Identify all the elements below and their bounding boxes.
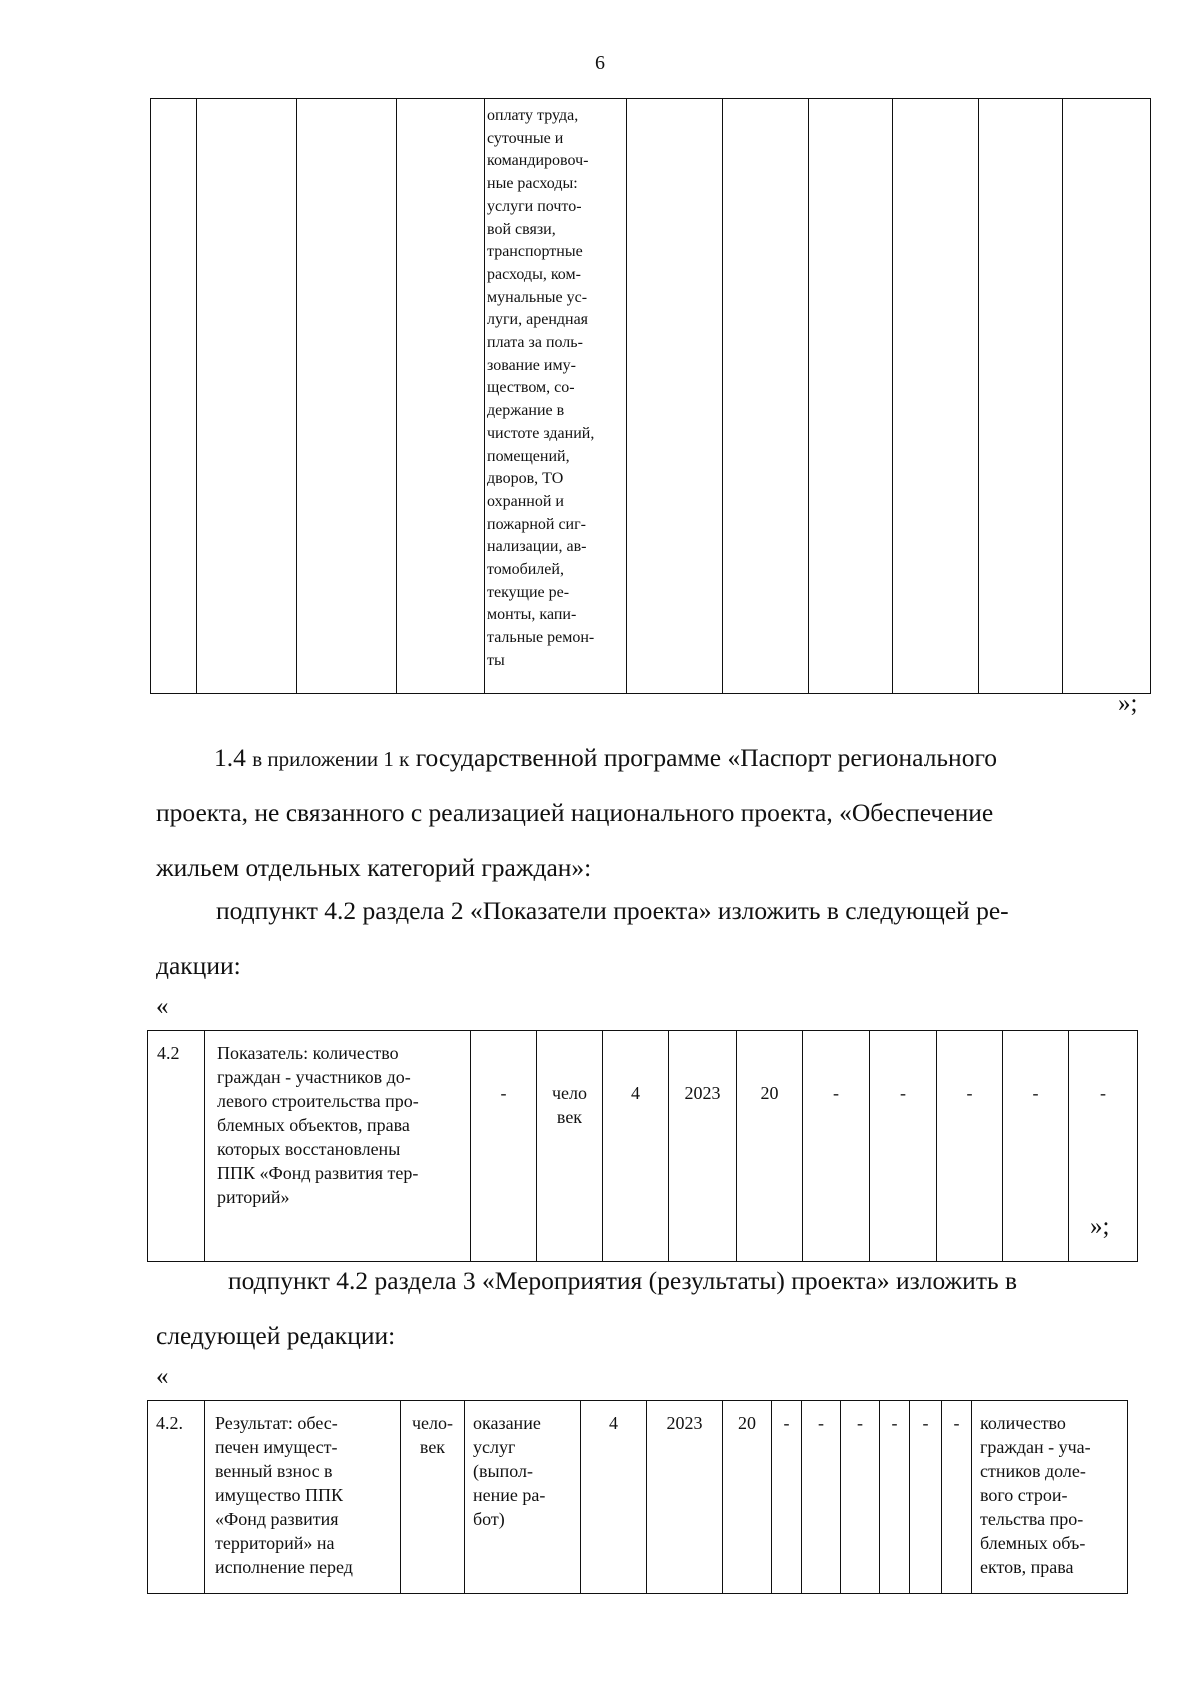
cell-line: риторий» [217,1187,290,1207]
paragraph-line: подпункт 4.2 раздела 3 «Мероприятия (результаты) проекта» изложить в [228,1266,1018,1295]
year-cell: 2023 [669,1031,737,1262]
cell-line: печен имущест- [215,1437,338,1457]
cell-line: исполнение перед [215,1557,353,1577]
table-cell: - [910,1401,942,1594]
table-cell: - [802,1401,841,1594]
paragraph-line: дакции: [156,951,241,980]
table-cell [723,99,809,694]
cell-line: охранной и [487,492,564,510]
cell-line: нение ра- [473,1485,546,1505]
cell-line: блемных объ- [980,1533,1086,1553]
cell-line: блемных объектов, права [217,1115,410,1135]
cell-line: чело- [411,1413,454,1433]
paragraph-line: проекта, не связанного с реализацией национального проекта, «Обеспечение [156,798,994,827]
cell-line: томобилей, [487,561,564,579]
cell-line: имущество ППК [215,1485,344,1505]
cell-line: расходы, ком- [487,265,581,283]
result-type-cell [465,1401,581,1594]
cell-line: вого строи- [980,1485,1068,1505]
paragraph-line: жильем отдельных категорий граждан»: [156,853,592,882]
table-cell: - [937,1031,1003,1262]
cell-line: (выпол- [473,1461,533,1481]
cell-line: стников доле- [980,1461,1086,1481]
cell-line: транспортные [487,243,583,261]
cell-line: тельства про- [980,1509,1084,1529]
cell-line: оплату труда, [487,107,579,124]
closing-quote: »; [1090,1213,1110,1240]
cell-line: дворов, ТО [487,470,564,488]
clause-intro: в приложении 1 к [252,747,410,771]
paragraph-line [214,730,1142,787]
table-cell [1063,99,1151,694]
table-cell: - [1069,1031,1138,1262]
table-cell [893,99,979,694]
table-cell [297,99,397,694]
cell-line: ППК «Фонд развития тер- [217,1163,419,1183]
cell-line: ществом, со- [487,379,575,397]
cell-line: Результат: обес- [215,1413,338,1433]
cell-line: количество [980,1413,1066,1433]
cell-line: оказание [473,1413,541,1433]
cell-line: монты, капи- [487,606,577,624]
cell-line: командировоч- [487,152,589,170]
table-cell: - [803,1031,870,1262]
cell-line: ектов, права [980,1557,1074,1577]
indicator-name [205,1031,471,1262]
cell-line: левого строительства про- [217,1091,419,1111]
cell-line: вой связи, [487,220,556,238]
cell-line: зование иму- [487,356,576,374]
value-cell: 20 [723,1401,772,1594]
paragraph-line: следующей редакции: [156,1321,396,1350]
clause-text: государственной программе «Паспорт регионального [415,743,998,772]
row-number: 4.2. [148,1401,205,1594]
closing-quote: »; [1118,690,1138,717]
table-cell: - [870,1031,937,1262]
result-table [147,1400,1128,1594]
base-value-cell: 4 [603,1031,669,1262]
table-cell [979,99,1063,694]
cell-line: чистоте зданий, [487,424,595,442]
expenses-table-fragment [150,98,1151,694]
cell-line: ты [487,651,505,669]
cell-line: услуги почто- [487,197,582,215]
result-name [205,1401,401,1594]
indicator-link-cell [972,1401,1128,1594]
table-cell [627,99,723,694]
cell-line: текущие ре- [487,583,570,601]
table-cell [809,99,893,694]
paragraph-line: подпункт 4.2 раздела 2 «Показатели проекта» изложить в следующей ре- [216,896,1009,925]
opening-quote: « [156,1363,169,1390]
cell-line: суточные и [487,129,564,147]
cell-line: «Фонд развития [215,1509,339,1529]
cell-line: тальные ремон- [487,629,595,647]
cell-line: помещений, [487,447,570,465]
unit-cell [401,1401,465,1594]
opening-quote: « [156,993,169,1020]
year-cell: 2023 [647,1401,723,1594]
table-cell: - [942,1401,972,1594]
base-value-cell: 4 [581,1401,647,1594]
cell-line: Показатель: количество [217,1043,399,1063]
table-cell [397,99,485,694]
table-cell [197,99,297,694]
cell-line: держание в [487,402,565,420]
cell-line: мунальные ус- [487,288,588,306]
cell-line: нализации, ав- [487,538,587,556]
value-cell: 20 [737,1031,803,1262]
cell-line: плата за поль- [487,334,583,352]
table-cell: - [880,1401,910,1594]
indicator-table [147,1030,1138,1262]
cell-line: луги, арендная [487,311,589,329]
table-cell: - [1003,1031,1069,1262]
page-number: 6 [595,52,605,74]
cell-line: ные расходы: [487,175,578,193]
cell-line: век [419,1437,446,1457]
cell-line: венный взнос в [215,1461,333,1481]
cell-line: которых восстановлены [217,1139,401,1159]
table-cell: - [841,1401,880,1594]
table-cell [151,99,197,694]
cell-line: граждан - уча- [980,1437,1091,1457]
cell-line: граждан - участников до- [217,1067,411,1087]
cell-line: услуг [473,1437,516,1457]
cell-line: век [556,1107,583,1127]
table-cell: - [772,1401,802,1594]
cell-line: пожарной сиг- [487,515,586,533]
cell-line: бот) [473,1509,505,1529]
table-cell: - [471,1031,537,1262]
expenses-description-cell [485,99,627,694]
cell-line: чело [551,1083,588,1103]
row-number: 4.2 [148,1031,205,1262]
cell-line: территорий» на [215,1533,335,1553]
unit-cell [537,1031,603,1262]
clause-number: 1.4 [214,743,246,772]
